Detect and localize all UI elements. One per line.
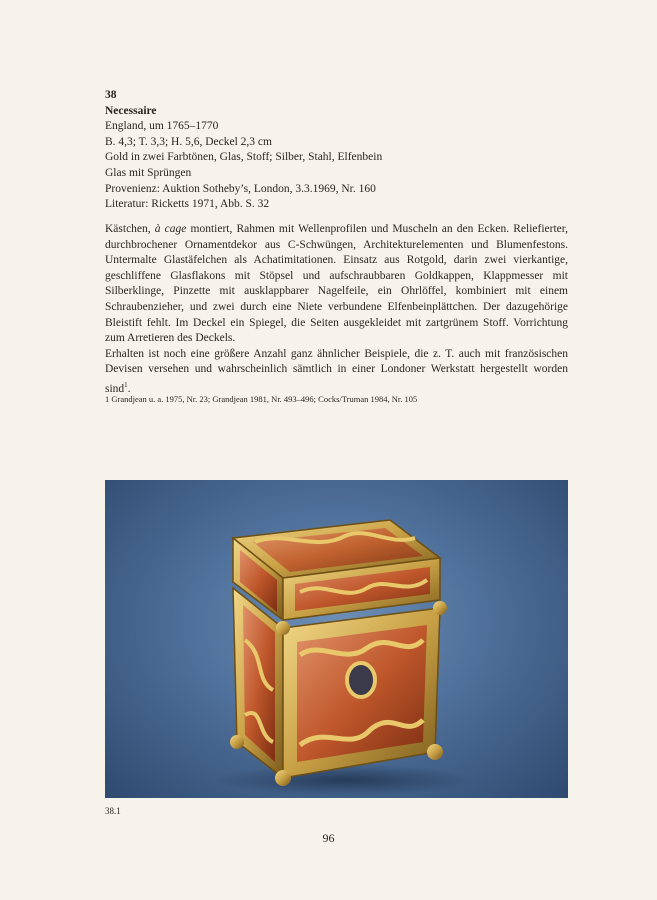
- paragraph-text: Erhalten ist noch eine größere Anzahl ganz ähnlicher Beispiele, die z. T. auch mit französischen Devisen versehen und wahrscheinlich sämtlich in einer Londoner Werkstatt hergestellt worden sind: [105, 347, 568, 395]
- footnote: 1 Grandjean u. a. 1975, Nr. 23; Grandjean 1981, Nr. 493–496; Cocks/Truman 1984, Nr. 105: [105, 394, 418, 404]
- description-paragraph: [105, 222, 568, 347]
- paragraph-text: .: [127, 382, 131, 395]
- entry-literature: Literatur: Ricketts 1971, Abb. S. 32: [105, 198, 270, 211]
- description-paragraph: [105, 347, 568, 398]
- necessaire-photo: [105, 480, 568, 798]
- catalogue-entry-header: [105, 88, 575, 213]
- entry-origin: England, um 1765–1770: [105, 120, 219, 133]
- paragraph-text: montiert, Rahmen mit Wellenprofilen und Muscheln an den Ecken. Reliefierter, durchbrochener Ornamentdekor aus C-Schwüngen, Architekturelementen und Blumenfestons. Untermalte Glastäfelchen als Achatimitationen. Einsatz aus Rotgold, darin zwei vierkantige, geschliffene Glasflakons mit Stöpsel und aufschraubbaren Goldkappen, Klappmesser mit Silberklinge, Pinzette mit ausklappbarer Nagelfeile, ein Ohrlöffel, kombiniert mit einem Schraubenzieher, und zwei durch eine Niete verbundene Elfenbeinplättchen. Der dazugehörige Bleistift fehlt. Im Deckel ein Spiegel, die Seiten ausgekleidet mit zartgrünem Stoff. Vorrichtung zum Arretieren des Deckels.: [105, 223, 569, 345]
- figure-caption: 38.1: [105, 806, 121, 816]
- entry-dimensions: B. 4,3; T. 3,3; H. 5,6, Deckel 2,3 cm: [105, 135, 272, 148]
- entry-materials: Gold in zwei Farbtönen, Glas, Stoff; Silber, Stahl, Elfenbein: [105, 151, 383, 164]
- entry-title: Necessaire: [105, 104, 157, 117]
- page-number: 96: [322, 831, 335, 845]
- italic-term: à cage: [154, 223, 187, 235]
- entry-condition: Glas mit Sprüngen: [105, 166, 192, 179]
- entry-number: 38: [105, 89, 117, 101]
- footnote-reference: 1: [124, 380, 128, 389]
- description-text: [105, 222, 568, 397]
- entry-provenance: Provenienz: Auktion Sotheby’s, London, 3.3.1969, Nr. 160: [105, 182, 376, 195]
- paragraph-text: Kästchen,: [105, 223, 155, 235]
- gold-agate-box-illustration: [105, 480, 568, 798]
